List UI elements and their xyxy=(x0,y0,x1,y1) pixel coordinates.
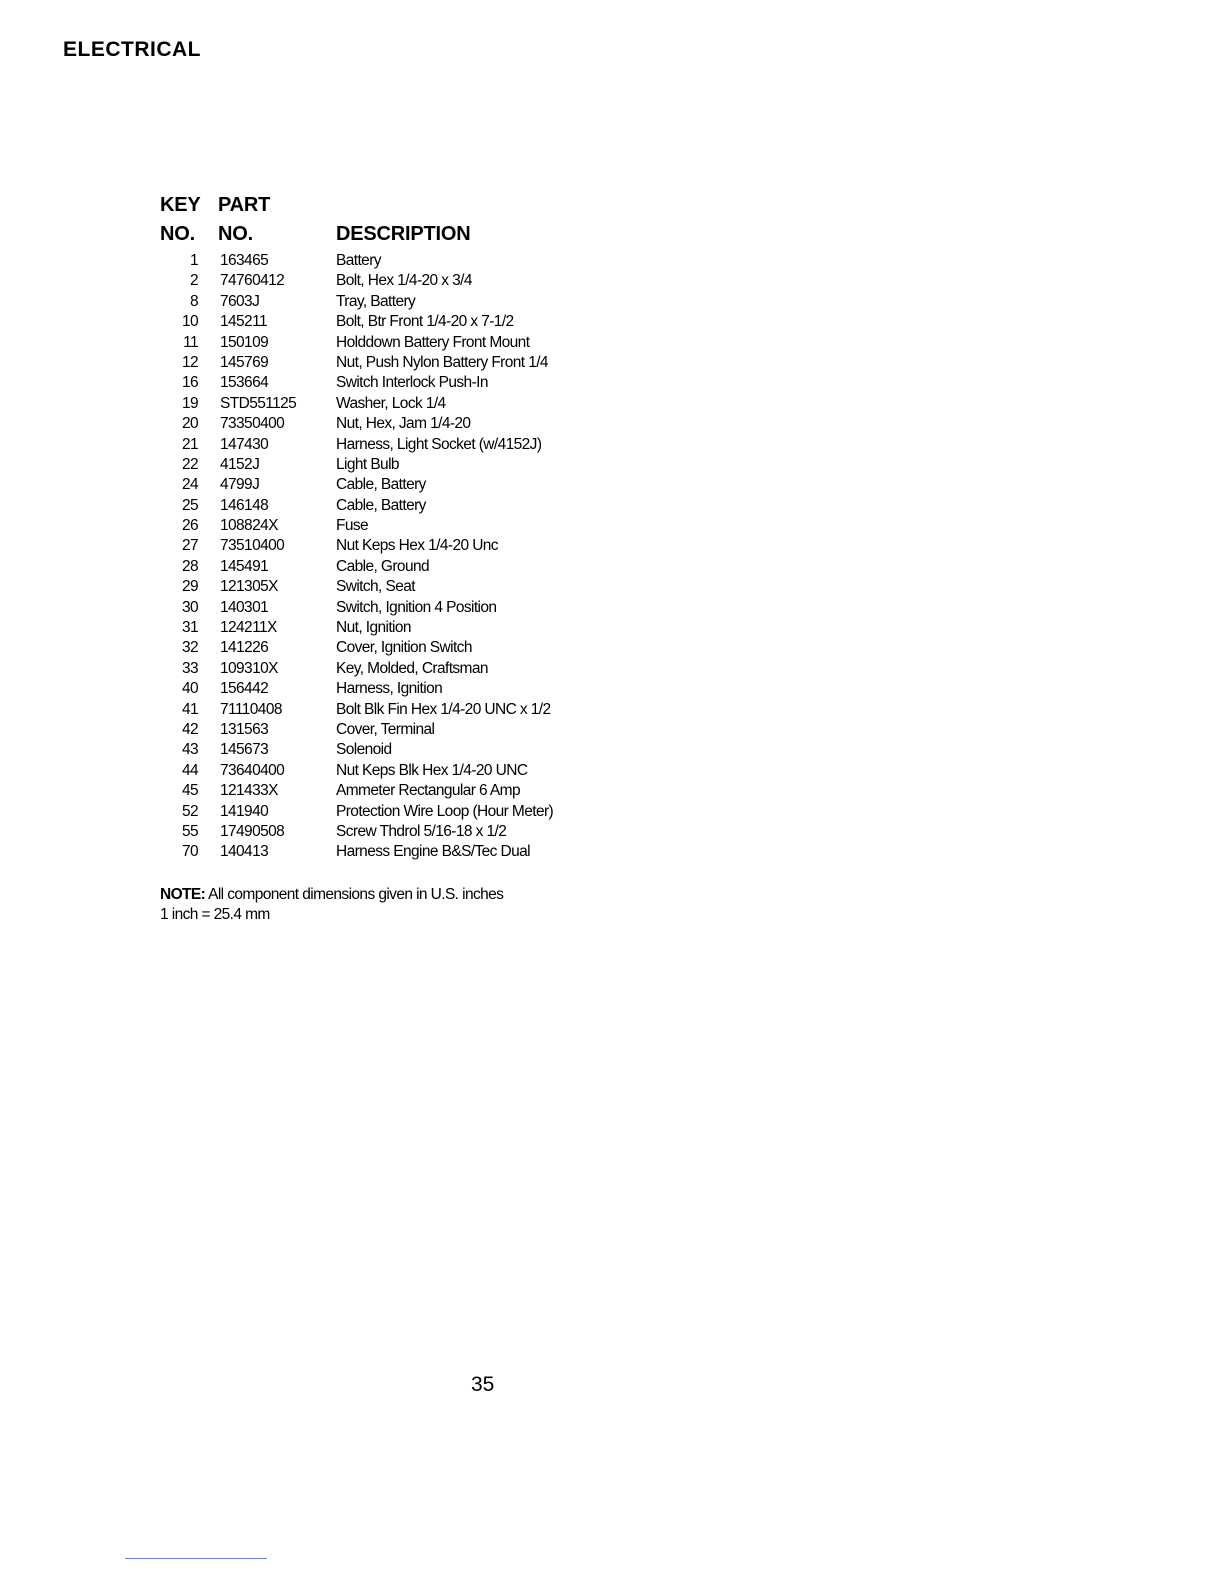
table-row xyxy=(160,291,620,311)
table-row xyxy=(160,821,620,841)
part-no-header-line1: PART xyxy=(218,194,271,216)
description-cell: Harness, Ignition xyxy=(336,680,443,698)
key-no-cell: 30 xyxy=(181,598,198,616)
key-no-cell: 43 xyxy=(181,741,198,759)
key-no-cell: 12 xyxy=(181,353,198,371)
description-cell: Fuse xyxy=(336,517,369,535)
part-no-cell: 121433X xyxy=(220,782,278,800)
description-cell: Nut, Ignition xyxy=(336,619,411,637)
description-cell: Holddown Battery Front Mount xyxy=(336,333,530,351)
description-cell: Nut Keps Blk Hex 1/4-20 UNC xyxy=(336,761,528,779)
table-header-row-2 xyxy=(160,221,620,250)
part-no-cell: 141226 xyxy=(220,639,269,657)
table-row xyxy=(160,535,620,555)
key-no-cell: 8 xyxy=(189,292,198,310)
description-cell: Bolt Blk Fin Hex 1/4-20 UNC x 1/2 xyxy=(336,700,551,718)
part-no-cell: 145211 xyxy=(220,313,267,331)
table-row xyxy=(160,454,620,474)
part-no-cell: 163465 xyxy=(220,252,269,269)
key-no-cell: 20 xyxy=(181,415,198,433)
dimension-note xyxy=(160,885,503,925)
description-cell: Ammeter Rectangular 6 Amp xyxy=(336,782,521,800)
table-row xyxy=(160,780,620,800)
key-no-cell: 24 xyxy=(181,476,198,494)
description-cell: Bolt, Btr Front 1/4-20 x 7-1/2 xyxy=(336,313,514,331)
part-no-cell: 4799J xyxy=(220,476,260,494)
description-cell: Switch, Ignition 4 Position xyxy=(336,598,497,616)
page-number: 35 xyxy=(471,1373,495,1396)
table-row xyxy=(160,658,620,678)
description-cell: Harness, Light Socket (w/4152J) xyxy=(336,435,542,453)
key-no-cell: 27 xyxy=(181,537,198,555)
part-no-cell: 108824X xyxy=(220,517,278,535)
key-no-cell: 32 xyxy=(181,639,198,657)
description-cell: Harness Engine B&S/Tec Dual xyxy=(336,843,531,861)
key-no-cell: 55 xyxy=(181,822,198,840)
table-row xyxy=(160,270,620,290)
key-no-cell: 25 xyxy=(181,496,198,514)
description-header: DESCRIPTION xyxy=(336,223,471,245)
description-cell: Cover, Terminal xyxy=(336,720,435,738)
key-no-cell: 70 xyxy=(181,843,198,861)
table-row xyxy=(160,760,620,780)
description-cell: Light Bulb xyxy=(336,455,399,473)
part-no-cell: 140301 xyxy=(220,598,269,616)
key-no-cell: 2 xyxy=(189,272,198,290)
table-row xyxy=(160,637,620,657)
description-cell: Nut Keps Hex 1/4-20 Unc xyxy=(336,537,498,555)
table-row xyxy=(160,678,620,698)
table-row xyxy=(160,332,620,352)
table-row xyxy=(160,739,620,759)
description-cell: Bolt, Hex 1/4-20 x 3/4 xyxy=(336,272,472,290)
key-no-header-line1: KEY xyxy=(160,194,201,216)
table-row xyxy=(160,556,620,576)
part-no-cell: 145673 xyxy=(220,741,269,759)
table-row xyxy=(160,352,620,372)
footer-rule xyxy=(125,1558,267,1559)
table-row xyxy=(160,413,620,433)
table-row xyxy=(160,576,620,596)
key-no-cell: 22 xyxy=(181,455,198,473)
note-text: All component dimensions given in U.S. inches xyxy=(208,886,504,903)
description-cell: Battery xyxy=(336,252,381,269)
part-no-cell: 147430 xyxy=(220,435,269,453)
description-cell: Cover, Ignition Switch xyxy=(336,639,472,657)
description-cell: Screw Thdrol 5/16-18 x 1/2 xyxy=(336,822,507,840)
description-cell: Solenoid xyxy=(336,741,392,759)
parts-table-body xyxy=(160,250,620,862)
table-row xyxy=(160,617,620,637)
part-no-cell: 17490508 xyxy=(220,822,285,840)
part-no-cell: 74760412 xyxy=(220,272,285,290)
key-no-cell: 1 xyxy=(189,252,198,269)
table-row xyxy=(160,393,620,413)
part-no-cell: 150109 xyxy=(220,333,269,351)
key-no-cell: 41 xyxy=(181,700,198,718)
key-no-cell: 16 xyxy=(181,374,198,392)
part-no-cell: 73350400 xyxy=(220,415,285,433)
part-no-cell: 4152J xyxy=(220,455,260,473)
key-no-cell: 19 xyxy=(181,394,198,412)
description-cell: Cable, Battery xyxy=(336,476,426,494)
key-no-cell: 29 xyxy=(181,578,198,596)
key-no-cell: 33 xyxy=(181,659,198,677)
description-cell: Nut, Hex, Jam 1/4-20 xyxy=(336,415,471,433)
description-cell: Washer, Lock 1/4 xyxy=(336,394,446,412)
table-row xyxy=(160,515,620,535)
description-cell: Nut, Push Nylon Battery Front 1/4 xyxy=(336,353,548,371)
part-no-header-line2: NO. xyxy=(218,223,253,245)
parts-table xyxy=(160,192,620,862)
part-no-cell: 140413 xyxy=(220,843,269,861)
part-no-cell: 141940 xyxy=(220,802,269,820)
part-no-cell: 145491 xyxy=(220,557,269,575)
key-no-cell: 28 xyxy=(181,557,198,575)
part-no-cell: STD551125 xyxy=(220,394,297,412)
part-no-cell: 146148 xyxy=(220,496,269,514)
note-conversion: 1 inch = 25.4 mm xyxy=(160,906,270,923)
part-no-cell: 153664 xyxy=(220,374,269,392)
description-cell: Cable, Battery xyxy=(336,496,426,514)
table-header-row-1 xyxy=(160,192,620,221)
table-row xyxy=(160,250,620,270)
part-no-cell: 156442 xyxy=(220,680,269,698)
key-no-cell: 11 xyxy=(183,333,198,351)
part-no-cell: 124211X xyxy=(220,619,277,637)
key-no-cell: 21 xyxy=(181,435,198,453)
table-row xyxy=(160,699,620,719)
table-row xyxy=(160,597,620,617)
part-no-cell: 7603J xyxy=(220,292,260,310)
note-line xyxy=(160,885,503,905)
part-no-cell: 73510400 xyxy=(220,537,285,555)
key-no-header-line2: NO. xyxy=(160,223,195,245)
table-row xyxy=(160,372,620,392)
description-cell: Key, Molded, Craftsman xyxy=(336,659,488,677)
part-no-cell: 121305X xyxy=(220,578,278,596)
description-cell: Cable, Ground xyxy=(336,557,430,575)
description-cell: Switch, Seat xyxy=(336,578,415,596)
table-row xyxy=(160,434,620,454)
table-row xyxy=(160,311,620,331)
key-no-cell: 40 xyxy=(181,680,198,698)
table-row xyxy=(160,474,620,494)
description-cell: Switch Interlock Push-In xyxy=(336,374,488,392)
key-no-cell: 10 xyxy=(181,313,198,331)
part-no-cell: 131563 xyxy=(220,720,269,738)
table-row xyxy=(160,841,620,861)
part-no-cell: 71110408 xyxy=(220,700,282,718)
table-row xyxy=(160,495,620,515)
key-no-cell: 44 xyxy=(181,761,198,779)
part-no-cell: 73640400 xyxy=(220,761,285,779)
key-no-cell: 31 xyxy=(181,619,198,637)
key-no-cell: 45 xyxy=(181,782,198,800)
description-cell: Tray, Battery xyxy=(336,292,416,310)
part-no-cell: 145769 xyxy=(220,353,269,371)
table-row xyxy=(160,719,620,739)
key-no-cell: 26 xyxy=(181,517,198,535)
section-title: ELECTRICAL xyxy=(63,38,201,61)
key-no-cell: 52 xyxy=(181,802,198,820)
part-no-cell: 109310X xyxy=(220,659,278,677)
key-no-cell: 42 xyxy=(181,720,198,738)
table-row xyxy=(160,801,620,821)
note-label: NOTE: xyxy=(160,886,206,903)
description-cell: Protection Wire Loop (Hour Meter) xyxy=(336,802,554,820)
